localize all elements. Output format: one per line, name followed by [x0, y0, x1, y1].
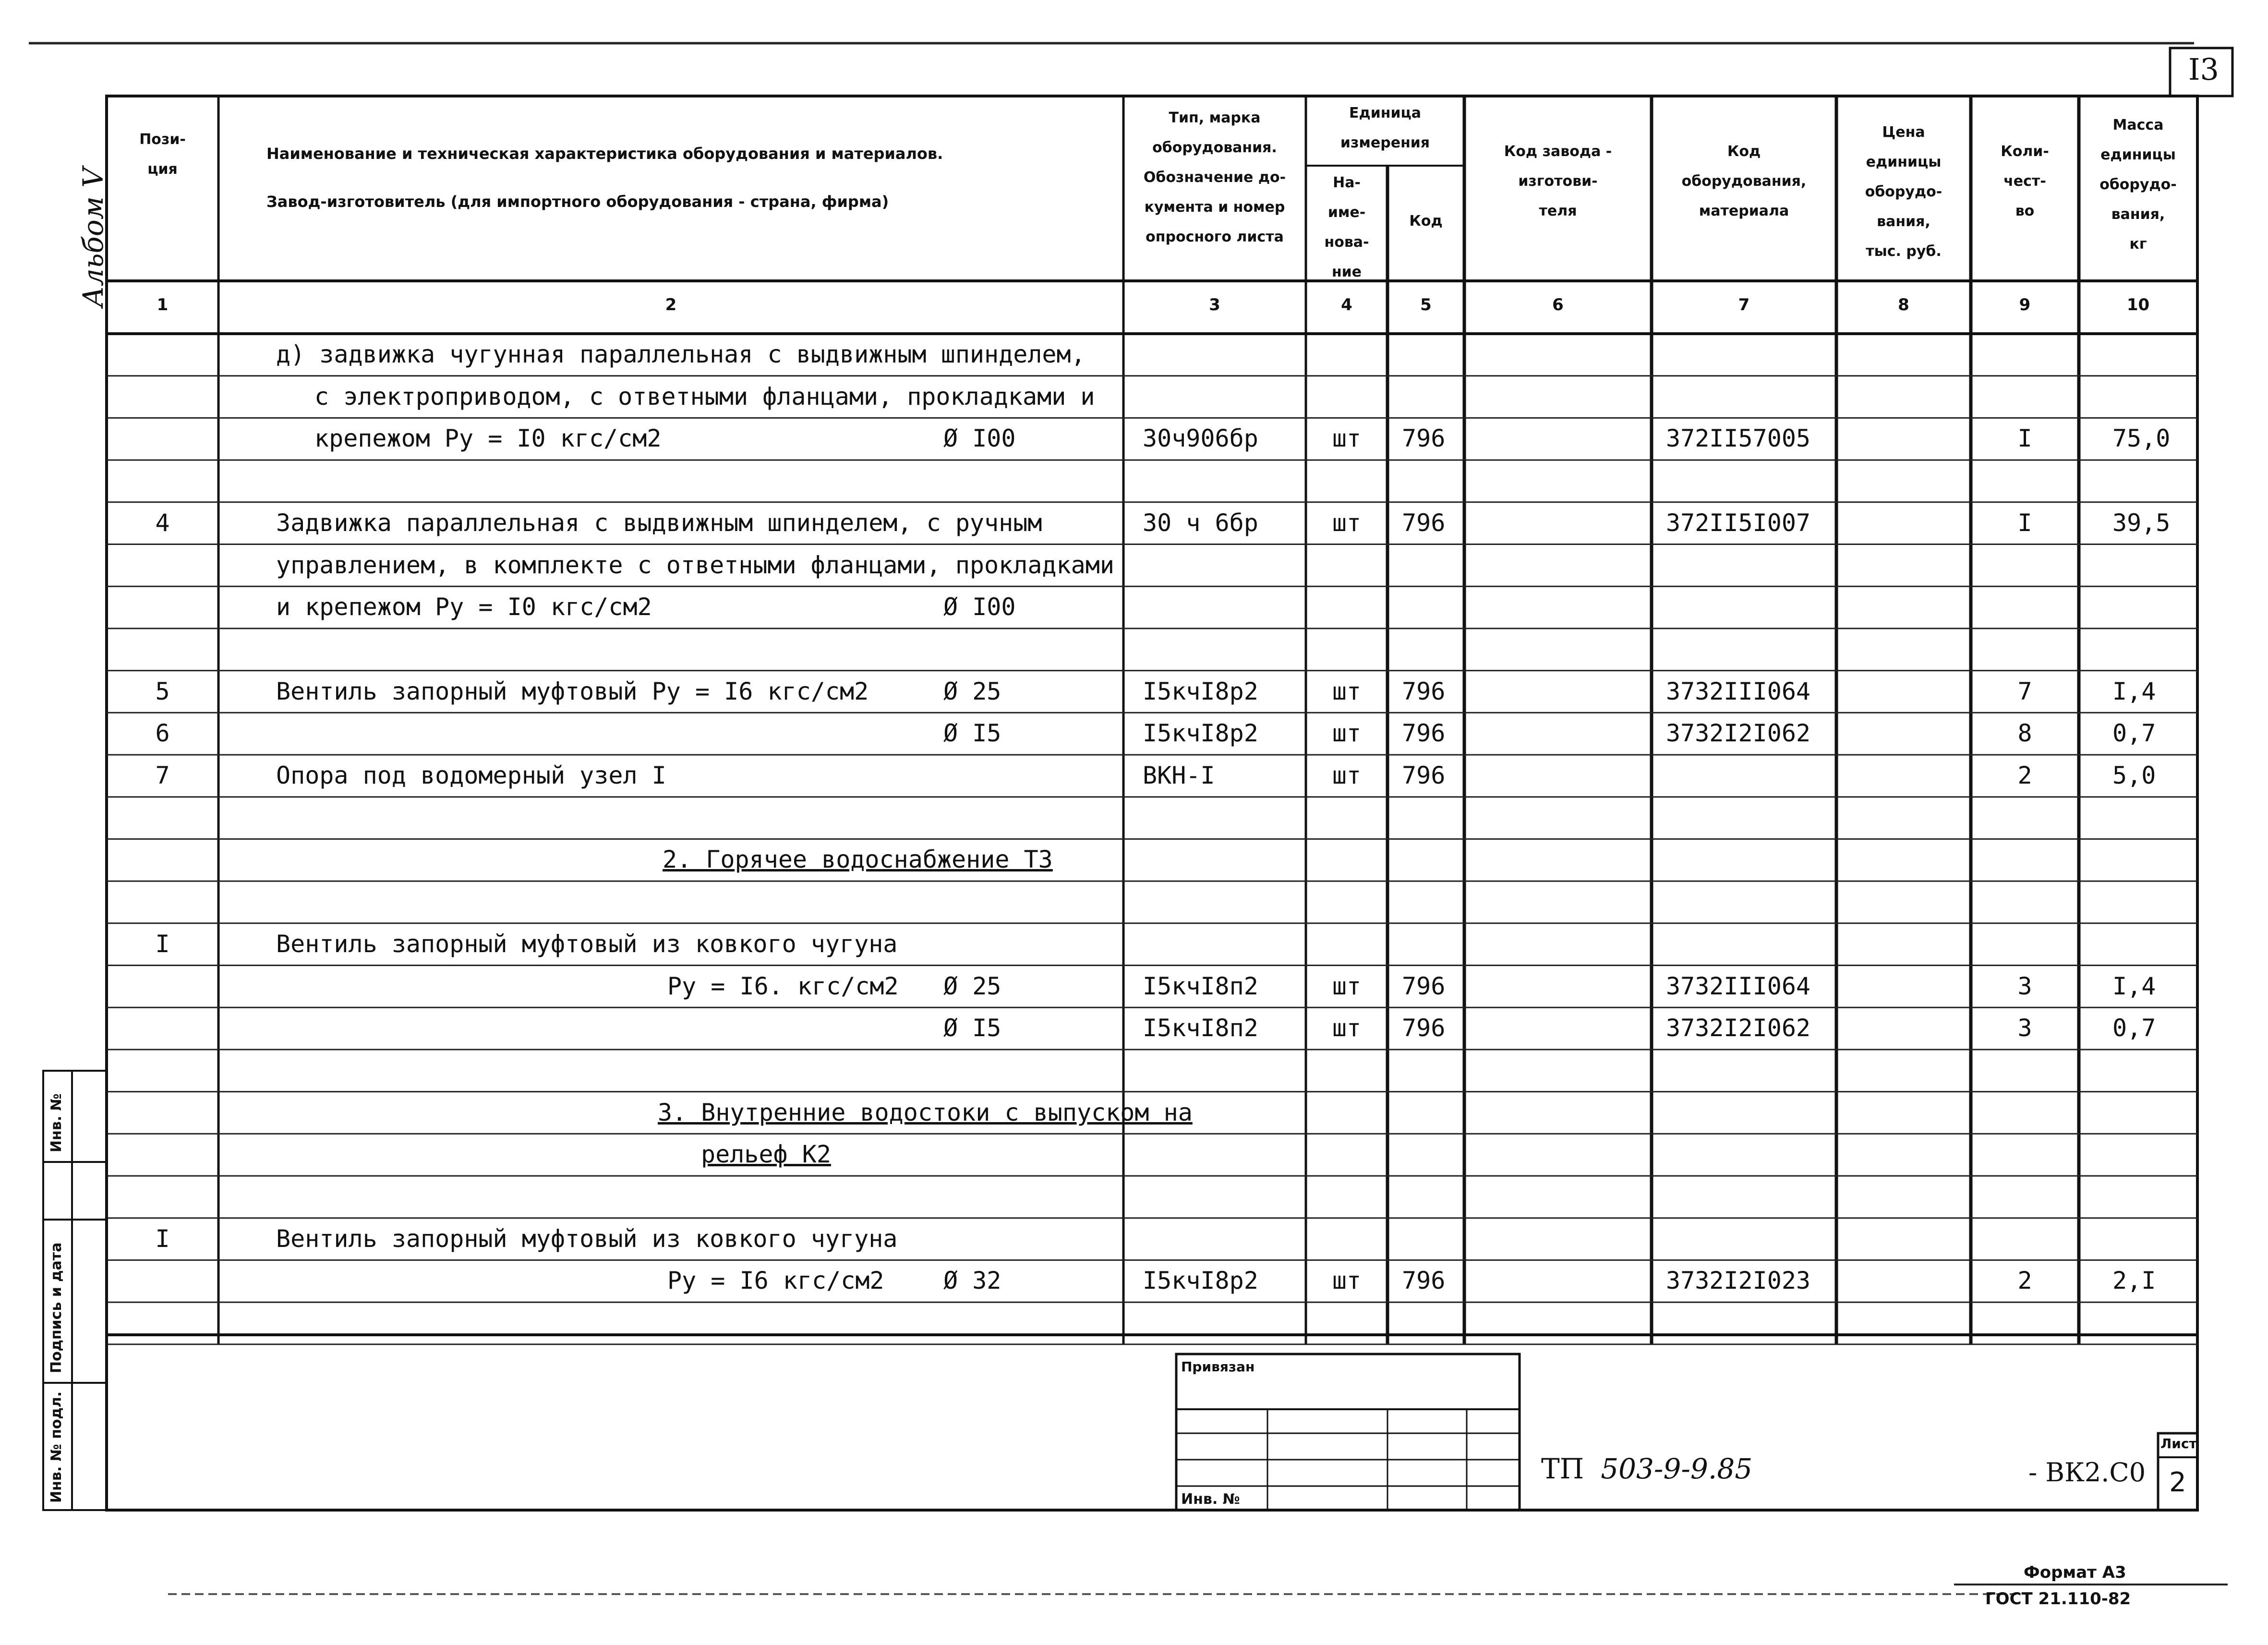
cell-name: с электроприводом, с ответными фланцами, прокладками и [314, 382, 1095, 411]
cell-quantity: I [2017, 508, 2032, 537]
cell-name: Вентиль запорный муфтовый из ковкого чугуна [276, 1224, 898, 1253]
cell-quantity: 2 [2017, 762, 2032, 789]
cell-equipment-code: 3732I2I062 [1666, 719, 1811, 748]
cell-unit-code: 796 [1402, 1014, 1446, 1042]
column-number: 9 [2019, 295, 2031, 314]
table-row [0, 1056, 2268, 1099]
cell-equipment-code: 372II57005 [1666, 424, 1811, 453]
cell-name: рельеф К2 [701, 1140, 831, 1169]
column-number: 3 [1209, 295, 1220, 314]
column-number: 2 [665, 295, 677, 314]
table-row [0, 1183, 2268, 1225]
header-unit-name: На- име- нова- ние [1324, 174, 1369, 280]
doc-code-number: 503-9-9.85 [1601, 1452, 1753, 1485]
cell-name: Вентиль запорный муфтовый из ковкого чугуна [276, 930, 898, 958]
sheet-number: 2 [2169, 1467, 2186, 1498]
cell-unit-code: 796 [1402, 972, 1446, 1000]
cell-type: I5кчI8п2 [1143, 1014, 1258, 1042]
cell-unit: шт [1332, 972, 1362, 1000]
format-label: Формат А3 [2024, 1563, 2126, 1582]
column-number: 5 [1420, 295, 1432, 314]
linked-label: Привязан [1181, 1359, 1255, 1375]
column-number: 6 [1552, 295, 1564, 314]
cell-equipment-code: 3732III064 [1666, 677, 1811, 705]
cell-type: I5кчI8р2 [1143, 677, 1258, 705]
table-row [0, 509, 2268, 551]
cell-name: Ру = I6. кгс/см2 [667, 972, 899, 1000]
cell-name: крепежом Ру = I0 кгс/см2 [314, 424, 662, 453]
cell-quantity: 7 [2017, 677, 2032, 705]
header-price: Цена единицы оборудо- вания, тыс. руб. [1865, 124, 1942, 260]
cell-equipment-code: 3732I2I023 [1666, 1267, 1811, 1295]
cell-position: I [155, 930, 170, 958]
cell-quantity: 2 [2017, 1267, 2032, 1295]
header-type: Тип, марка оборудования. Обозначение до- кумента и номер опросного листа [1143, 109, 1286, 245]
table-row [0, 383, 2268, 425]
cell-name: Опора под водомерный узел I [276, 762, 666, 789]
cell-name: Задвижка параллельная с выдвижным шпинделем, с ручным [276, 508, 1042, 537]
cell-unit-code: 796 [1402, 1267, 1446, 1295]
page-number: I3 [2188, 52, 2219, 87]
side-signature-date-label: Подпись и дата [48, 1242, 65, 1373]
table-row [0, 930, 2268, 972]
cell-unit: шт [1332, 424, 1362, 453]
cell-quantity: I [2017, 424, 2032, 453]
cell-unit-code: 796 [1402, 762, 1446, 789]
cell-mass: 0,7 [2112, 719, 2156, 748]
header-equipment-code: Код оборудования, материала [1681, 143, 1807, 219]
cell-position: 5 [155, 677, 170, 705]
cell-name: управлением, в комплекте с ответными фланцами, прокладками [276, 551, 1114, 579]
cell-unit: шт [1332, 1014, 1362, 1042]
cell-position: 6 [155, 719, 170, 748]
side-inv-no-orig-label: Инв. № подл. [48, 1391, 65, 1503]
cell-quantity: 3 [2017, 1014, 2032, 1042]
cell-name: Ру = I6 кгс/см2 [667, 1267, 884, 1295]
cell-mass: I,4 [2112, 972, 2156, 1000]
sheet-label: Лист [2160, 1436, 2197, 1451]
cell-unit: шт [1332, 1267, 1362, 1295]
header-name: Наименование и техническая характеристика оборудования и материалов. Завод-изготовитель (для импортного оборудования - страна, фирма) [266, 145, 943, 211]
cell-quantity: 3 [2017, 972, 2032, 1000]
album-label: Альбом V [77, 167, 109, 307]
cell-name: и крепежом Ру = I0 кгс/см2 [276, 593, 652, 621]
column-number: 1 [157, 295, 169, 314]
column-number: 8 [1898, 295, 1909, 314]
standard-label: ГОСТ 21.110-82 [1985, 1589, 2131, 1609]
cell-mass: 75,0 [2112, 424, 2171, 453]
table-row [0, 424, 2268, 467]
cell-quantity: 8 [2017, 719, 2032, 748]
cell-diameter: Ø I5 [943, 719, 1001, 748]
cell-mass: 5,0 [2112, 762, 2156, 789]
cell-mass: 0,7 [2112, 1014, 2156, 1042]
cell-position: 4 [155, 508, 170, 537]
header-quantity: Коли- чест- во [2001, 143, 2049, 219]
header-unit-group: Единица измерения [1340, 105, 1430, 151]
cell-type: I5кчI8п2 [1143, 972, 1258, 1000]
cell-mass: 39,5 [2112, 508, 2171, 537]
cell-type: I5кчI8р2 [1143, 719, 1258, 748]
cell-type: I5кчI8р2 [1143, 1267, 1258, 1295]
cell-unit: шт [1332, 762, 1362, 789]
cell-mass: 2,I [2112, 1267, 2156, 1295]
column-number: 7 [1738, 295, 1750, 314]
cell-diameter: Ø 32 [943, 1267, 1001, 1295]
table-row [0, 762, 2268, 804]
cell-position: 7 [155, 762, 170, 789]
cell-name: 2. Горячее водоснабжение Т3 [663, 846, 1053, 874]
table-row [0, 1099, 2268, 1141]
cell-type: ВКН-I [1143, 762, 1215, 789]
cell-unit: шт [1332, 677, 1362, 705]
cell-name: Вентиль запорный муфтовый Ру = I6 кгс/см2 [276, 677, 869, 705]
cell-name: д) задвижка чугунная параллельная с выдвижным шпинделем, [276, 340, 1086, 368]
table-row [0, 340, 2268, 383]
table-row [0, 551, 2268, 593]
table-row [0, 1014, 2268, 1056]
cell-unit: шт [1332, 508, 1362, 537]
cell-unit-code: 796 [1402, 424, 1446, 453]
table-row [0, 719, 2268, 762]
table-row [0, 972, 2268, 1015]
header-mass: Масса единицы оборудо- вания, кг [2099, 117, 2177, 253]
table-row [0, 677, 2268, 720]
cell-diameter: Ø 25 [943, 677, 1001, 705]
cell-diameter: Ø I00 [943, 593, 1016, 621]
cell-diameter: Ø I00 [943, 424, 1016, 453]
table-row [0, 846, 2268, 888]
doc-code-prefix: ТП [1541, 1452, 1584, 1485]
cell-position: I [155, 1224, 170, 1253]
table-row [0, 1309, 2268, 1351]
cell-equipment-code: 3732III064 [1666, 972, 1811, 1000]
table-row [0, 1225, 2268, 1267]
header-position: Пози- ция [139, 131, 186, 178]
table-row [0, 804, 2268, 846]
cell-unit: шт [1332, 719, 1362, 748]
doc-suffix: - ВК2.С0 [2028, 1457, 2146, 1488]
cell-name: 3. Внутренние водостоки с выпуском на [658, 1098, 1193, 1126]
header-unit-code: Код [1409, 213, 1443, 230]
cell-unit-code: 796 [1402, 508, 1446, 537]
doc-code [1541, 1452, 1752, 1485]
cell-equipment-code: 3732I2I062 [1666, 1014, 1811, 1042]
cell-equipment-code: 372II5I007 [1666, 508, 1811, 537]
column-number: 4 [1341, 295, 1352, 314]
column-number: 10 [2126, 295, 2150, 314]
cell-unit-code: 796 [1402, 677, 1446, 705]
table-row [0, 1140, 2268, 1183]
cell-unit-code: 796 [1402, 719, 1446, 748]
cell-type: 30ч906бр [1143, 424, 1258, 453]
title-inv-label: Инв. № [1181, 1491, 1240, 1508]
side-inv-no-label: Инв. № [48, 1093, 65, 1152]
table-row [0, 888, 2268, 930]
cell-diameter: Ø I5 [943, 1014, 1001, 1042]
cell-mass: I,4 [2112, 677, 2156, 705]
table-row [0, 467, 2268, 509]
table-row [0, 593, 2268, 635]
table-row [0, 1267, 2268, 1309]
cell-diameter: Ø 25 [943, 972, 1001, 1000]
header-plant-code: Код завода - изготови- теля [1504, 143, 1612, 219]
table-row [0, 635, 2268, 677]
cell-type: 30 ч 6бр [1143, 508, 1258, 537]
